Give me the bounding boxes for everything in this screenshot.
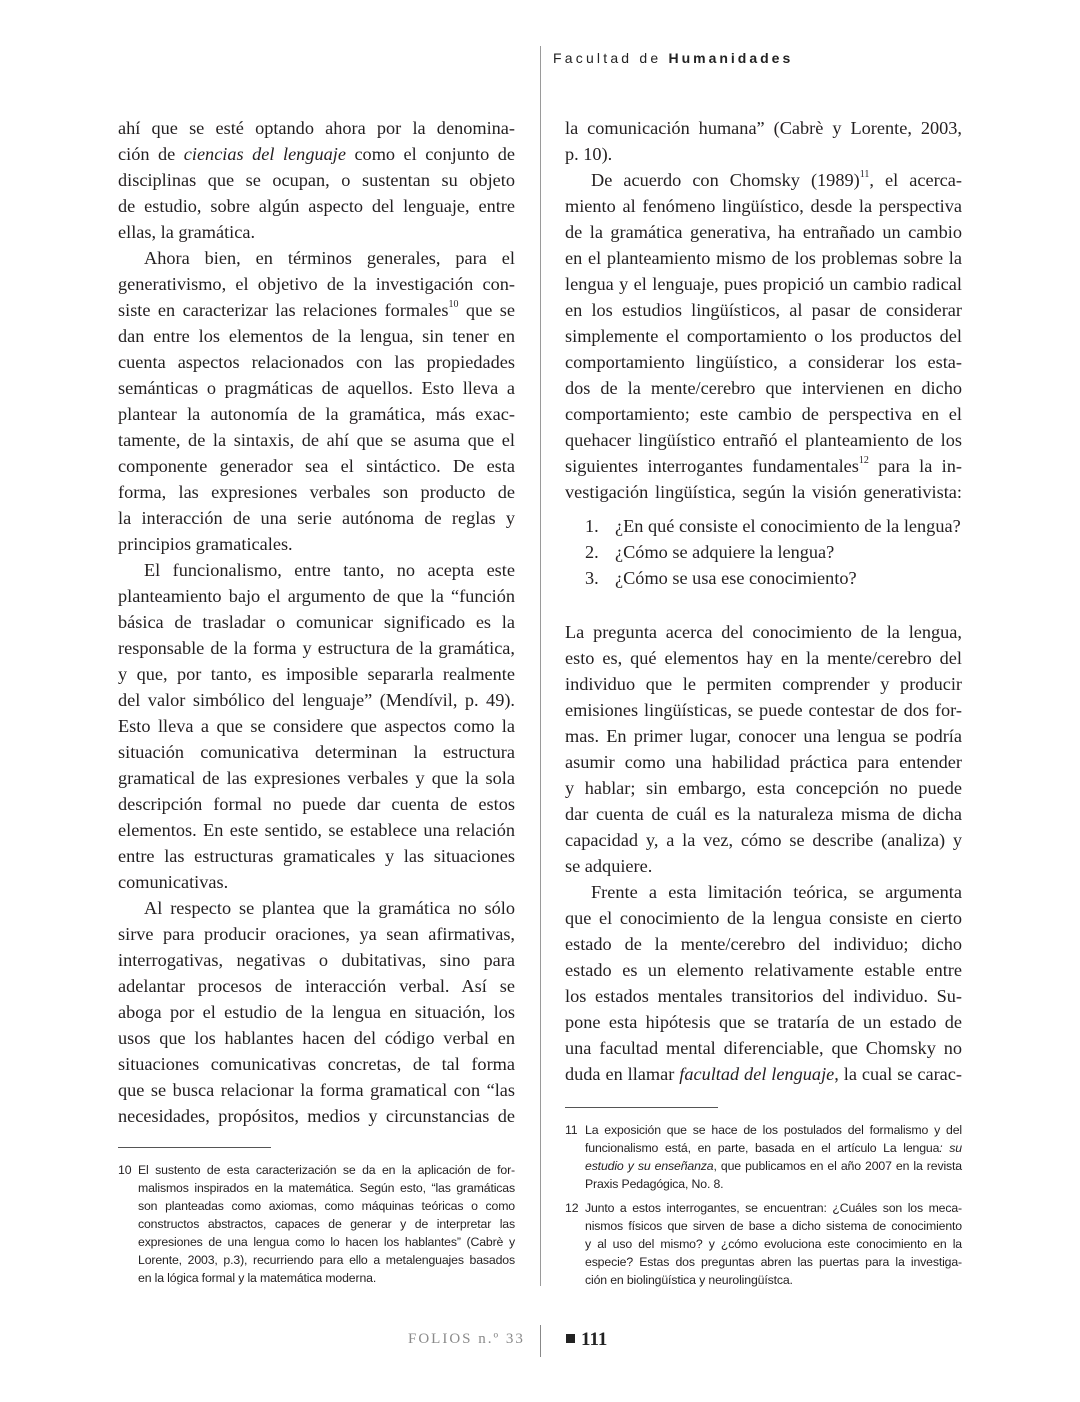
text-line [118, 297, 515, 323]
text-line: quehacer lingüístico entrañó el planteamiento de los [565, 430, 962, 450]
paragraph [118, 895, 515, 1129]
text-line: que se busca relacionar la forma gramatical con “las [118, 1080, 515, 1100]
footnote-number: 11 [565, 1123, 578, 1137]
footnote-line: son planteadas como axiomas, como máquinas teóricas o como [138, 1199, 515, 1213]
paragraph [118, 115, 515, 245]
text-line: disciplinas que se ocupan, o sustentan su objeto [118, 170, 515, 190]
text-line: El funcionalismo, entre tanto, no acepta este [144, 560, 515, 580]
text-line: estado es un elemento relativamente estable entre [565, 960, 962, 980]
text-line: y que, por tanto, es imposible separarla realmente [118, 664, 515, 684]
text-run: que se [458, 300, 515, 320]
right-paragraphs-after-list [565, 619, 962, 1087]
list-item [565, 539, 962, 565]
list-text: ¿Cómo se adquiere la lengua? [615, 542, 835, 562]
text-line: cuenta aspectos relacionados con las propiedades [118, 352, 515, 372]
text-line: descripción formal no puede dar cuenta de estos [118, 794, 515, 814]
text-line: Al respecto se plantea que la gramática no sólo [144, 898, 515, 918]
text-line: elementos. En este sentido, se establece una relación [118, 820, 515, 840]
text-line: estado de la mente/cerebro del individuo; dicho [565, 934, 962, 954]
column-divider [540, 46, 541, 1286]
footnote-line [565, 1121, 962, 1139]
footnotes-right [565, 1121, 962, 1295]
text-line: tamente, de la sintaxis, de ahí que se asuma que el [118, 430, 515, 450]
footnote-line: en la lógica formal y la matemática moderna. [138, 1271, 377, 1285]
footnote-line [565, 1199, 962, 1217]
text-line: sirve para producir oraciones, ya sean afirmativas, [118, 924, 515, 944]
text-line [565, 1061, 962, 1087]
footnote-line: malismos inspirados en la matemática. Según esto, “las gramáticas [138, 1181, 515, 1195]
footnote-line: Praxis Pedagógica, No. 8. [585, 1177, 724, 1191]
paragraph [118, 557, 515, 895]
text-line: asumir como una habilidad práctica para entender [565, 752, 962, 772]
footnote-line: Lorente, 2003, p.3), recurriendo para ello a metalenguajes basados [138, 1253, 515, 1267]
paragraph [118, 245, 515, 557]
text-line: usos que los hablantes hacen del código verbal en [118, 1028, 515, 1048]
list-item [565, 513, 962, 539]
footnote-line: y al uso del mismo? y ¿cómo evoluciona este conocimiento en la [585, 1237, 962, 1251]
text-line: del valor simbólico del lenguaje” (Mendívil, p. 49). [118, 690, 515, 710]
page-number-text: 111 [581, 1329, 608, 1350]
text-line: y hablar; sin embargo, esta concepción no puede [565, 778, 962, 798]
journal-label: FOLIOS n.º 33 [408, 1331, 525, 1347]
text-line: componente generador sea el sintáctico. De esta [118, 456, 515, 476]
text-line: Frente a esta limitación teórica, se argumenta [591, 882, 962, 902]
right-column [565, 115, 962, 1087]
header-prefix: Facultad de [553, 50, 662, 66]
text-line: esto es, qué elementos hay en la mente/cerebro del [565, 648, 962, 668]
paragraph [565, 879, 962, 1087]
text-line: los estados mentales transitorios del individuo. Su- [565, 986, 962, 1006]
text-line: la comunicación humana” (Cabrè y Lorente, 2003, [565, 118, 962, 138]
page-number [566, 1329, 607, 1351]
text-line: dos de la mente/cerebro que intervienen en dicho [565, 378, 962, 398]
text-line: necesidades, propósitos, medios y circunstancias de [118, 1106, 515, 1126]
text-run: , la cual se carac- [834, 1064, 962, 1084]
text-line: comunicativas. [118, 872, 229, 892]
footnote-line: expresiones de una lengua como lo hacen los hablantes” (Cabrè y [138, 1235, 515, 1249]
footnote-line: nismos físicos que sirven de base a dicho sistema de conocimiento [585, 1219, 962, 1233]
text-line [118, 141, 515, 167]
square-bullet-icon [566, 1334, 575, 1343]
footnote-number: 12 [565, 1201, 579, 1215]
text-line: situación comunicativa determinan la estructura [118, 742, 515, 762]
text-line: vestigación lingüística, según la visión generativista: [565, 482, 962, 502]
text-run: De acuerdo con Chomsky (1989) [591, 170, 860, 190]
footnote-10 [118, 1161, 515, 1287]
text-line: ahí que se esté optando ahora por la denomina- [118, 118, 515, 138]
text-line: responsable de la forma y estructura de la gramática, [118, 638, 515, 658]
text-line: de la gramática generativa, ha entrañado un cambio [565, 222, 962, 242]
text-line: individuo que le permiten comprender y producir [565, 674, 962, 694]
text-line: mas. En primer lugar, conocer una lengua se podría [565, 726, 962, 746]
text-line: emisiones lingüísticas, se puede contestar de dos for- [565, 700, 962, 720]
text-run: siste en caracterizar las relaciones formales [118, 300, 449, 320]
text-run: ción de [118, 144, 184, 164]
text-line [565, 167, 962, 193]
right-paragraphs-before-list [565, 115, 962, 505]
footnote-ref[interactable]: 10 [448, 299, 459, 310]
paragraph [565, 619, 962, 879]
text-line: que el conocimiento de la lengua consiste en cierto [565, 908, 962, 928]
text-line: miento al fenómeno lingüístico, desde la perspectiva [565, 196, 962, 216]
text-line: La pregunta acerca del conocimiento de la lengua, [565, 622, 962, 642]
footnote-ref[interactable]: 12 [858, 455, 869, 466]
text-line: se adquiere. [565, 856, 653, 876]
footnote-number: 10 [118, 1163, 132, 1177]
text-line: Ahora bien, en términos generales, para el [144, 248, 515, 268]
footnote-line: ción en biolingüística y neurolingüístca. [585, 1273, 793, 1287]
footnote-line [565, 1157, 962, 1175]
text-line: comportamiento lingüístico, a considerar los esta- [565, 352, 962, 372]
text-line: en el planteamiento mismo de los problemas sobre la [565, 248, 962, 268]
paragraph [565, 115, 962, 167]
list-item [565, 565, 962, 591]
footnote-11 [565, 1121, 962, 1193]
text-line: pone esta hipótesis que se trataría de un estado de [565, 1012, 962, 1032]
text-line: aboga por el estudio de la lengua en situación, los [118, 1002, 515, 1022]
text-line: en los estudios lingüísticos, al pasar de considerar [565, 300, 962, 320]
list-number: 3. [585, 568, 599, 588]
italic-text: : su [939, 1141, 962, 1155]
footnote-text: La exposición que se hace de los postulados del formalismo y del [585, 1123, 962, 1137]
text-line: básica de trasladar o comunicar significado es la [118, 612, 515, 632]
text-line: Esto lleva a que se considere que aspectos como la [118, 716, 515, 736]
footnote-line [118, 1161, 515, 1179]
text-run: funcionalismo está, en parte, basada en el artículo La lengua [585, 1141, 940, 1155]
footnote-ref[interactable]: 11 [859, 169, 870, 180]
italic-text: estudio y su enseñanza [585, 1159, 714, 1173]
text-run: duda en llamar [565, 1064, 680, 1084]
paragraph [565, 167, 962, 505]
text-line: una facultad mental diferenciable, que Chomsky no [565, 1038, 962, 1058]
text-run: , el acerca- [869, 170, 962, 190]
text-line: entre las estructuras gramaticales y las situaciones [118, 846, 515, 866]
left-column [118, 115, 515, 1129]
footnote-12 [565, 1199, 962, 1289]
text-run: , que publicamos en el año 2007 en la revista [713, 1159, 962, 1173]
footnote-line: especie? Estas dos preguntas abren las puertas para la investiga- [585, 1255, 962, 1269]
footer-divider [540, 1325, 541, 1357]
text-line: comportamiento; este cambio de perspectiva en el [565, 404, 962, 424]
footnote-rule-left [118, 1147, 271, 1148]
text-line: lengua y el lenguaje, pues propició un cambio radical [565, 274, 962, 294]
text-line: de estudio, sobre algún aspecto del lenguaje, entre [118, 196, 515, 216]
text-run: para la in- [868, 456, 962, 476]
list-text: ¿Cómo se usa ese conocimiento? [615, 568, 857, 588]
list-number: 1. [585, 516, 599, 536]
text-line: semánticas o pragmáticas de aquellos. Esto lleva a [118, 378, 515, 398]
footnote-line: constructos abstractos, capaces de generar y de interpretar las [138, 1217, 515, 1231]
text-line: dar cuenta de cuál es la naturaleza misma de dicha [565, 804, 962, 824]
text-line: situaciones comunicativas concretas, de tal forma [118, 1054, 515, 1074]
text-run: siguientes interrogantes fundamentales [565, 456, 859, 476]
text-line: principios gramaticales. [118, 534, 293, 554]
running-header [553, 50, 793, 66]
footnote-line [565, 1139, 962, 1157]
text-line: planteamiento bajo el argumento de que la “función [118, 586, 515, 606]
text-line: p. 10). [565, 144, 613, 164]
list-number: 2. [585, 542, 599, 562]
text-line: forma, las expresiones verbales son producto de [118, 482, 515, 502]
footnote-rule-right [565, 1107, 718, 1108]
text-line: adelantar procesos de interacción verbal. Así se [118, 976, 515, 996]
footnotes-left [118, 1161, 515, 1293]
text-line [565, 453, 962, 479]
text-line: dan entre los elementos de la lengua, sin tener en [118, 326, 515, 346]
text-line: generativismo, el objetivo de la investigación con- [118, 274, 515, 294]
question-list [565, 513, 962, 591]
list-text: ¿En qué consiste el conocimiento de la lengua? [615, 516, 961, 536]
text-line: capacidad y, a la vez, cómo se describe (analiza) y [565, 830, 962, 850]
text-line: interrogativas, negativas o dubitativas, sino para [118, 950, 515, 970]
text-line: la interacción de una serie autónoma de reglas y [118, 508, 515, 528]
text-line: ellas, la gramática. [118, 222, 256, 242]
text-run: como el conjunto de [345, 144, 515, 164]
text-line: plantear la autonomía de la gramática, más exac- [118, 404, 515, 424]
footnote-text: Junto a estos interrogantes, se encuentran: ¿Cuáles son los meca- [585, 1201, 962, 1215]
italic-text: facultad del lenguaje [679, 1064, 835, 1084]
text-line: simplemente el comportamiento o los productos del [565, 326, 962, 346]
text-line: gramatical de las expresiones verbales y que la sola [118, 768, 515, 788]
footnote-text: El sustento de esta caracterización se da en la aplicación de for- [138, 1163, 515, 1177]
italic-text: ciencias del lenguaje [183, 144, 346, 164]
header-bold: Humanidades [668, 50, 794, 66]
